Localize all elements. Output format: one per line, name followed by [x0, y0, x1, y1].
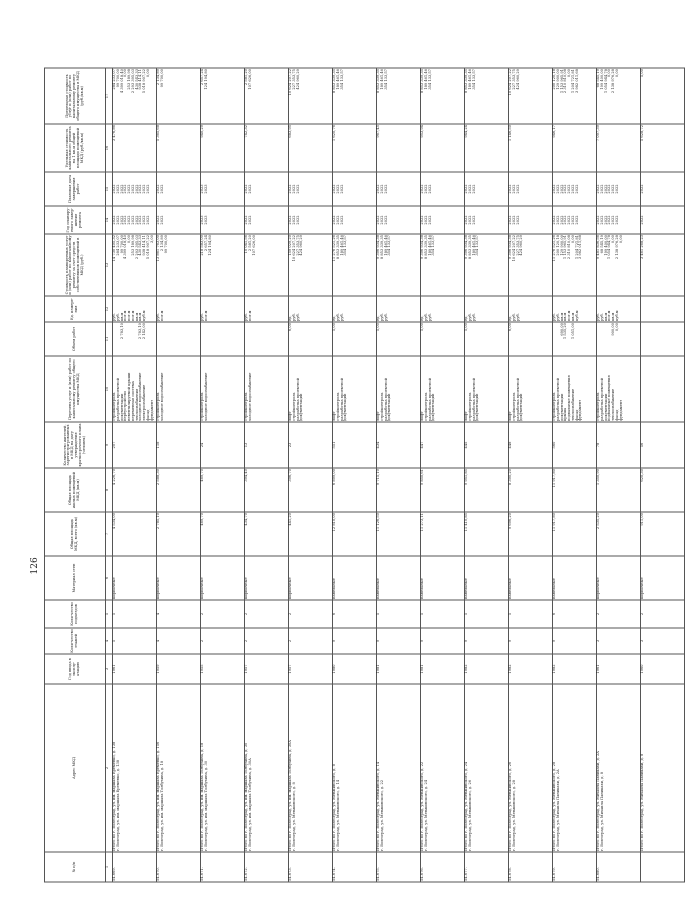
cell-no: 54.670.: [157, 852, 201, 882]
column-number: 8: [106, 468, 113, 512]
cell-area: 4 534,00: [113, 512, 157, 556]
cell-year: 1980: [333, 654, 377, 684]
column-number: 16: [106, 124, 113, 172]
cell-living: 11 917,80: [553, 468, 597, 512]
cell-floors: 2: [289, 628, 333, 654]
cell-address: Итого по г. Волгоград, ул. Михаила Паникахи, д. 8: [641, 684, 685, 852]
cell-works: лифт стройконтроль разработка проектной документации: [509, 356, 553, 422]
cell-area: 2 785,10: [157, 512, 201, 556]
cell-living: 8 390,20: [509, 468, 553, 512]
cell-finish-date: 2022 2022 2022 2022 2022 2022 2022 2022 2022 2022: [113, 172, 157, 206]
cell-finish-date: 2022: [641, 172, 685, 206]
cell-works: лифт стройконтроль разработка проектной документации: [465, 356, 509, 422]
cell-finish-year: 2022 2022 2022: [377, 206, 421, 234]
cell-entrances: 2: [641, 600, 685, 628]
cell-works: лифт стройконтроль разработка проектной документации: [377, 356, 421, 422]
cell-address: Итого по г. Волгоград, ул. им. маршала Толбухина, д. 18 г. Волгоград, ул. им. маршала Толбухина, д. 30: [201, 684, 245, 852]
cell-unit: руб. пог.м: [201, 296, 245, 322]
cell-max-cost: 2 134,89 99 700,00: [157, 68, 201, 124]
column-number: 6: [106, 556, 113, 600]
cell-walls: панельные: [509, 556, 553, 600]
cell-max-cost: 8 853 339,35 189 461,46 354 133,57: [377, 68, 421, 124]
cell-living: 1 350,90: [597, 468, 641, 512]
column-header: Плановая дата завершения работ: [45, 172, 106, 206]
cell-address: Итого по г. Волгоград, ул. Менжинского, д. 28 г. Волгоград, ул. Михаила Паникахи, д. 2А: [553, 684, 597, 852]
cell-living: 4 226,70: [113, 468, 157, 512]
cell-floors: 9: [553, 628, 597, 654]
cell-living: 9 715,10: [377, 468, 421, 512]
column-number: 10: [106, 356, 113, 422]
cell-max-cost: 200 120,18 129 900,00 1 153 965,91 2 310 810,08 0,00 1 204 721,81 3 982 011,68: [553, 68, 597, 124]
column-number: 15: [106, 172, 113, 206]
rotated-sheet: [30, 20, 644, 885]
cell-unit: [641, 296, 685, 322]
cell-max-cost: 8 853 339,35 189 461,46 354 133,57: [421, 68, 465, 124]
cell-no: 54.669.: [113, 852, 157, 882]
cell-unit-cost: 7 097,39: [597, 124, 641, 172]
column-header: Адрес МКД: [45, 684, 106, 852]
column-header: Коли-чество подъездов: [45, 600, 106, 628]
cell-area: 911,00: [641, 512, 685, 556]
cell-address: Итого по г. Волгоград, ул. Михаила Паникахи, д. 2А г. Волгоград, ул. Михаила Паникахи, д. 8: [597, 684, 641, 852]
cell-finish-date: 2022 2022 2022 2022 2022 2022 2022: [553, 172, 597, 206]
cell-residents: 207: [113, 422, 157, 468]
cell-finish-year: 2022 2022: [157, 206, 201, 234]
cell-no: 54.673.: [289, 852, 333, 882]
cell-finish-date: 2023 2023: [201, 172, 245, 206]
cell-finish-year: 2022 2022 2022: [421, 206, 465, 234]
cell-no: [641, 852, 685, 882]
cell-no: 54.672.: [245, 852, 289, 882]
column-header: Материал стен: [45, 556, 106, 600]
column-header: Ед. измере-ния: [45, 296, 106, 322]
cell-volume: 5,00: [421, 322, 465, 356]
table-row: [333, 68, 377, 882]
header-row: [45, 68, 106, 882]
page-number: 126: [30, 557, 40, 575]
cell-year: 1961: [597, 654, 641, 684]
column-header: Общая площадь жилых помещений МКД (кв.м): [45, 468, 106, 512]
cell-works: стройконтроль разработка проектной документации переустройство невентилируемой крыши переменная система теплоснабжения холодное водоснабжение электроснабжение фасад фундамент: [113, 356, 157, 422]
cell-max-cost: 2 581,20 107 626,00: [245, 68, 289, 124]
cell-residents: 24: [201, 422, 245, 468]
cell-unit-cost: 1 620,76: [333, 124, 377, 172]
cell-entrances: 5: [113, 600, 157, 628]
cell-area: 469,70: [201, 512, 245, 556]
column-number: 3: [106, 654, 113, 684]
cell-entrances: 5: [465, 600, 509, 628]
cell-unit-cost: 944,24: [465, 124, 509, 172]
cell-area: 9 696,20: [509, 512, 553, 556]
cell-residents: 78: [597, 422, 641, 468]
cell-address: Итого по г. Волгоград, ул. Менжинского, д. 24 г. Волгоград, ул. Менжинского, д. 26: [465, 684, 509, 852]
table-row: [641, 68, 685, 882]
cell-finish-date: 2022 2022 2022: [289, 172, 333, 206]
cell-cost: 11 276 521,26 200 120,18 129 900,00 1 153 965,91 2 310 810,08 0,00 1 204 721,81 3 982 011,68: [553, 234, 597, 296]
cell-unit-cost: 5 365,68: [157, 124, 201, 172]
cell-residents: 118: [157, 422, 201, 468]
cell-living: 9 850,61: [421, 468, 465, 512]
cell-max-cost: 2 657,24 124 194,80: [201, 68, 245, 124]
cell-year: 1960: [641, 654, 685, 684]
cell-floors: 9: [377, 628, 421, 654]
cell-area: 2 535,20: [597, 512, 641, 556]
cell-residents: 434: [377, 422, 421, 468]
cell-residents: 13: [245, 422, 289, 468]
cell-max-cost: 8 853 339,35 189 461,46 354 133,57: [465, 68, 509, 124]
cell-volume: 690,00 1 535,20 1 051,00: [553, 322, 597, 356]
cell-entrances: 6: [553, 600, 597, 628]
cell-volume: [245, 322, 289, 356]
cell-cost: 9 481 836,56 68 545,19 199 400,00 1 054 944,78 0,00 2 138 976,28 0,00: [597, 234, 641, 296]
cell-residents: 551: [333, 422, 377, 468]
cell-living: 469,70: [201, 468, 245, 512]
cell-residents: 560: [553, 422, 597, 468]
cell-residents: 23: [289, 422, 333, 468]
cell-floors: 4: [157, 628, 201, 654]
column-header: Коли-чество этажей: [45, 628, 106, 654]
cell-address: Итого по г. Волгоград, ул. им. маршала Еременко, д. 138 г. Волгоград, ул. им. маршала Еременко, д. 138: [113, 684, 157, 852]
cell-unit: ед. руб. руб.: [333, 296, 377, 322]
cell-residents: 56: [641, 422, 685, 468]
cell-address: Итого по г. Волгоград, ул. Менжинского, д. 8 г. Волгоград, ул. Менжинского, д. 14: [333, 684, 377, 852]
cell-no: 54.677.: [465, 852, 509, 882]
cell-floors: 9: [465, 628, 509, 654]
cell-finish-date: 2022 2022 2022: [509, 172, 553, 206]
cell-max-cost: 10 624 207,22 227 353,75 424 960,29: [509, 68, 553, 124]
cell-floors: 9: [509, 628, 553, 654]
cell-unit: ед. руб. руб.: [465, 296, 509, 322]
cell-entrances: 5: [377, 600, 421, 628]
cell-area: 434,70: [245, 512, 289, 556]
cell-living: 620,30: [641, 468, 685, 512]
cell-max-cost: 284 233,07 99 700,00 4 399 018,40 0,00 253 189,98 2 293 395,03 430 543,33 938 414,11 5 018 907,22 0,00: [113, 68, 157, 124]
cell-no: 54.678.: [509, 852, 553, 882]
cell-max-cost: 8 853 339,35 189 461,46 354 133,57: [333, 68, 377, 124]
cell-living: 2 588,30: [157, 468, 201, 512]
cell-walls: панельные: [465, 556, 509, 600]
cell-unit: руб. руб. кв.м кв.м пог.м кв.м куб.м: [553, 296, 597, 322]
cell-area: 11 126,50: [377, 512, 421, 556]
cell-works: стройконтроль холодное водоснабжение: [245, 356, 289, 422]
table-body: [113, 68, 685, 882]
cell-walls: кирпичные: [641, 556, 685, 600]
cell-living: 6 899,00: [333, 468, 377, 512]
cell-walls: панельные: [377, 556, 421, 600]
table-row: [245, 68, 289, 882]
cell-finish-year: 2022 2022 2022 2022 2022 2022 2022 2022 2022 2022: [113, 206, 157, 234]
cell-cost: 9 396 934,38 10 624 207,22 227 353,75 424 960,29: [509, 234, 553, 296]
cell-address: Итого по г. Волгоград, ул. Менжинского, д. 26 г. Волгоград, ул. Менжинского, д. 28: [509, 684, 553, 852]
cell-living: 396,70: [289, 468, 333, 512]
cell-volume: 6,00: [509, 322, 553, 356]
cell-unit-cost: 953,94: [421, 124, 465, 172]
cell-finish-year: 2022 2022 2022: [465, 206, 509, 234]
cell-floors: 9: [421, 628, 465, 654]
cell-address: Итого по г. Волгоград, ул. Менжинского, д. 14 г. Волгоград, ул. Менжинского, д. 22: [377, 684, 421, 852]
cell-finish-year: 2022 2022 2022: [289, 206, 333, 234]
cell-walls: кирпичные: [113, 556, 157, 600]
cell-year: 1982: [509, 654, 553, 684]
cell-year: 1957: [289, 654, 333, 684]
cell-volume: 5,00: [465, 322, 509, 356]
cell-max-cost: 68 545,19 199 400,00 1 054 944,78 0,00 2 138 976,28 0,00: [597, 68, 641, 124]
cell-address: Итого по г. Волгоград, ул. им. маршала Толбухина, д. 30 г. Волгоград, ул. им. маршала Толбухина, д. 30А: [245, 684, 289, 852]
cell-works: стройконтроль разработка проектной документации крыша подвальные помещения теплоснабжение фасад фундамент: [553, 356, 597, 422]
cell-cost: 13 861 763,00 2 134,89 99 700,00: [157, 234, 201, 296]
cell-unit: ед. руб. руб.: [509, 296, 553, 322]
column-header: Объем работ: [45, 322, 106, 356]
cell-finish-year: 2022 2022 2022 2022 2022 2022 2022: [553, 206, 597, 234]
table-row: [597, 68, 641, 882]
cell-unit-cost: 946,17: [553, 124, 597, 172]
cell-finish-date: 2022 2022: [157, 172, 201, 206]
cell-residents: 448: [509, 422, 553, 468]
cell-unit: ед. руб. руб.: [421, 296, 465, 322]
cell-floors: 3: [641, 628, 685, 654]
cell-year: 1959: [157, 654, 201, 684]
cell-cost: 9 396 934,38 8 853 339,35 189 461,46 354 133,57: [377, 234, 421, 296]
cell-works: [641, 356, 685, 422]
cell-cost: 9 396 934,38 8 853 339,35 189 461,46 354 133,57: [421, 234, 465, 296]
cell-volume: 2 783,10 2 783,10 2 142,00: [113, 322, 157, 356]
cell-no: 54.676.: [421, 852, 465, 882]
cell-entrances: 6: [333, 600, 377, 628]
column-header: Предельная стоимость услуг и (или) работ по капитальному ремонту общего имущества в МКД (руб./кв.м): [45, 68, 106, 124]
cell-finish-year: 2022 2022 2022: [333, 206, 377, 234]
cell-walls: панельные: [553, 556, 597, 600]
column-header: Перечень услуг и (или) работ по капитальному ремонту общего имущества МКД: [45, 356, 106, 422]
cell-finish-date: 2022 2022 2022: [377, 172, 421, 206]
table-row: [113, 68, 157, 882]
column-number: 9: [106, 422, 113, 468]
column-number: 7: [106, 512, 113, 556]
cell-address: Итого по г. Волгоград, ул. им. маршала Еременко, д. 156 г. Волгоград, ул. им. маршала Толбухина, д. 18: [157, 684, 201, 852]
column-number: 2: [106, 684, 113, 852]
column-header: Общая площадь МКД, всего (кв.м): [45, 512, 106, 556]
table-row: [157, 68, 201, 882]
column-number: 13: [106, 234, 113, 296]
cell-area: 11 410,85: [465, 512, 509, 556]
cell-unit-cost: 3 476,86: [113, 124, 157, 172]
cell-floors: 5: [113, 628, 157, 654]
cell-walls: кирпичные: [201, 556, 245, 600]
cell-finish-date: 2022 2022 2022 2022 2022 2022: [597, 172, 641, 206]
cell-living: 394,40: [245, 468, 289, 512]
cell-year: 1981: [377, 654, 421, 684]
column-header: Количество жителей, зарегистри-рованных в МКД на дату утверждения краткосрочного плана (человек): [45, 422, 106, 468]
cell-year: 1982: [465, 654, 509, 684]
cell-volume: [157, 322, 201, 356]
cell-volume: 900,00 0,00: [597, 322, 641, 356]
cell-area: 12 810,00: [333, 512, 377, 556]
cell-area: 11 917,80: [553, 512, 597, 556]
column-number: 17: [106, 68, 113, 124]
cell-no: 54.675.: [377, 852, 421, 882]
cell-unit-cost: 683,95: [289, 124, 333, 172]
column-header: Год планиру-емого завер-шения ремонта: [45, 206, 106, 234]
cell-cost: 159 029,20 10 624 207,22 227 353,75 424 960,29: [289, 234, 333, 296]
cell-finish-year: 2022 2022 2022: [509, 206, 553, 234]
cell-finish-date: 2022 2022 2022: [421, 172, 465, 206]
cell-finish-year: 2022: [641, 206, 685, 234]
cell-entrances: 5: [421, 600, 465, 628]
cell-unit-cost: 1 146,50: [509, 124, 553, 172]
cell-walls: кирпичные: [289, 556, 333, 600]
cell-volume: [641, 322, 685, 356]
cell-cost: 11 276 521,26 8 853 339,35 189 461,46 354 133,57: [333, 234, 377, 296]
column-header: Год ввода в эксплу-атацию: [45, 654, 106, 684]
table-row: [421, 68, 465, 882]
cell-year: 1982: [553, 654, 597, 684]
cell-works: лифт стройконтроль разработка проектной документации: [333, 356, 377, 422]
cell-year: 1981: [421, 654, 465, 684]
cell-finish-year: 2022 2022: [245, 206, 289, 234]
cell-finish-date: 2022 2022: [245, 172, 289, 206]
cell-works: лифт стройконтроль разработка проектной документации: [289, 356, 333, 422]
cell-no: 54.674.: [333, 852, 377, 882]
cell-walls: кирпичные: [157, 556, 201, 600]
table-row: [509, 68, 553, 882]
cell-unit: руб. руб. кв.м пог.м пог.м пог.м кв.м кв.м куб.м: [113, 296, 157, 322]
cell-floors: 3: [597, 628, 641, 654]
cell-residents: 445: [465, 422, 509, 468]
cell-unit: руб. руб. кв.м пог.м кв.м куб.м: [597, 296, 641, 322]
cell-finish-date: 2022 2022 2022: [333, 172, 377, 206]
column-number: 5: [106, 600, 113, 628]
cell-entrances: 5: [509, 600, 553, 628]
cell-cost: 3 461 268,23: [641, 234, 685, 296]
cell-volume: [201, 322, 245, 356]
cell-unit: руб. пог.м: [245, 296, 289, 322]
table-row: [465, 68, 509, 882]
column-number: 4: [106, 628, 113, 654]
cell-address: Итого по г. Волгоград, ул. им. маршала Толбухина, д. 30А г. Волгоград, ул. Менжинского, д. 8: [289, 684, 333, 852]
cell-walls: кирпичные: [597, 556, 641, 600]
cell-floors: 2: [201, 628, 245, 654]
cell-unit-cost: 5 628,72: [641, 124, 685, 172]
cell-volume: 5,00: [333, 322, 377, 356]
cell-max-cost: 5,00: [641, 68, 685, 124]
table-row: [377, 68, 421, 882]
column-header: Удельная стоимость капитального ремонта на 1 кв.м общей площади помещений МКД (руб./кв.м): [45, 124, 106, 172]
cell-finish-year: 2022 2022 2022 2022 2022 2022: [597, 206, 641, 234]
cell-area: 11 273,11: [421, 512, 465, 556]
column-number: 12: [106, 296, 113, 322]
cell-no: 54.671.: [201, 852, 245, 882]
table-row: [553, 68, 597, 882]
cell-entrances: 4: [157, 600, 201, 628]
cell-entrances: 2: [201, 600, 245, 628]
cell-works: стройконтроль разработка проектной документации подвальные помещения теплоснабжение фасад фундамент: [597, 356, 641, 422]
table-row: [289, 68, 333, 882]
capital-repair-table: [44, 68, 685, 883]
cell-no: 54.679.: [553, 852, 597, 882]
cell-walls: кирпичные: [245, 556, 289, 600]
cell-unit-cost: 967,45: [377, 124, 421, 172]
cell-walls: панельные: [333, 556, 377, 600]
cell-max-cost: 10 624 207,22 227 353,75 424 960,29: [289, 68, 333, 124]
cell-cost: 9 396 934,38 8 853 339,35 189 461,46 354 133,57: [465, 234, 509, 296]
cell-unit: ед. руб. руб.: [289, 296, 333, 322]
cell-entrances: 2: [597, 600, 641, 628]
cell-year: 1957: [245, 654, 289, 684]
column-number: 1: [106, 852, 113, 882]
cell-volume: 6,00: [289, 322, 333, 356]
cell-entrances: 2: [245, 600, 289, 628]
cell-works: лифт стройконтроль разработка проектной документации: [421, 356, 465, 422]
cell-area: 441,20: [289, 512, 333, 556]
cell-entrances: 2: [289, 600, 333, 628]
cell-walls: панельные: [421, 556, 465, 600]
cell-year: 1961: [113, 654, 157, 684]
cell-cost: 14 730 405,32 284 233,07 99 700,00 4 399 018,40 0,00 253 189,98 2 293 395,03 430 543,33 938 414,11 5 018 907,22 3,00: [113, 234, 157, 296]
cell-unit: руб. пог.м: [157, 296, 201, 322]
cell-floors: 2: [245, 628, 289, 654]
column-header: Стоимость планируемых услуг и (или) работ по капитальному ремонту за счет средств собственников помещений в МКД (руб.): [45, 234, 106, 296]
column-number: 11: [106, 322, 113, 356]
cell-year: 1955: [201, 654, 245, 684]
cell-address: Итого по г. Волгоград, ул. Менжинского, д. 22 г. Волгоград, ул. Менжинского, д. 24: [421, 684, 465, 852]
table-row: [201, 68, 245, 882]
cell-volume: 5,00: [377, 322, 421, 356]
cell-no: 54.680.: [597, 852, 641, 882]
cell-residents: 447: [421, 422, 465, 468]
cell-floors: 9: [333, 628, 377, 654]
column-header: № п/п: [45, 852, 106, 882]
cell-cost: 218 583,00 2 657,24 124 194,80: [201, 234, 245, 296]
column-number: 14: [106, 206, 113, 234]
cell-cost: 10 041,56 2 581,20 107 626,00: [245, 234, 289, 296]
cell-unit-cost: 742,32: [245, 124, 289, 172]
cell-works: стройконтроль холодное водоснабжение: [157, 356, 201, 422]
cell-unit: ед. руб. руб.: [377, 296, 421, 322]
cell-finish-date: 2022 2022 2022: [465, 172, 509, 206]
cell-works: стройконтроль холодное водоснабжение: [201, 356, 245, 422]
cell-unit-cost: 940,29: [201, 124, 245, 172]
cell-living: 9 951,85: [465, 468, 509, 512]
cell-finish-year: 2023 2023: [201, 206, 245, 234]
